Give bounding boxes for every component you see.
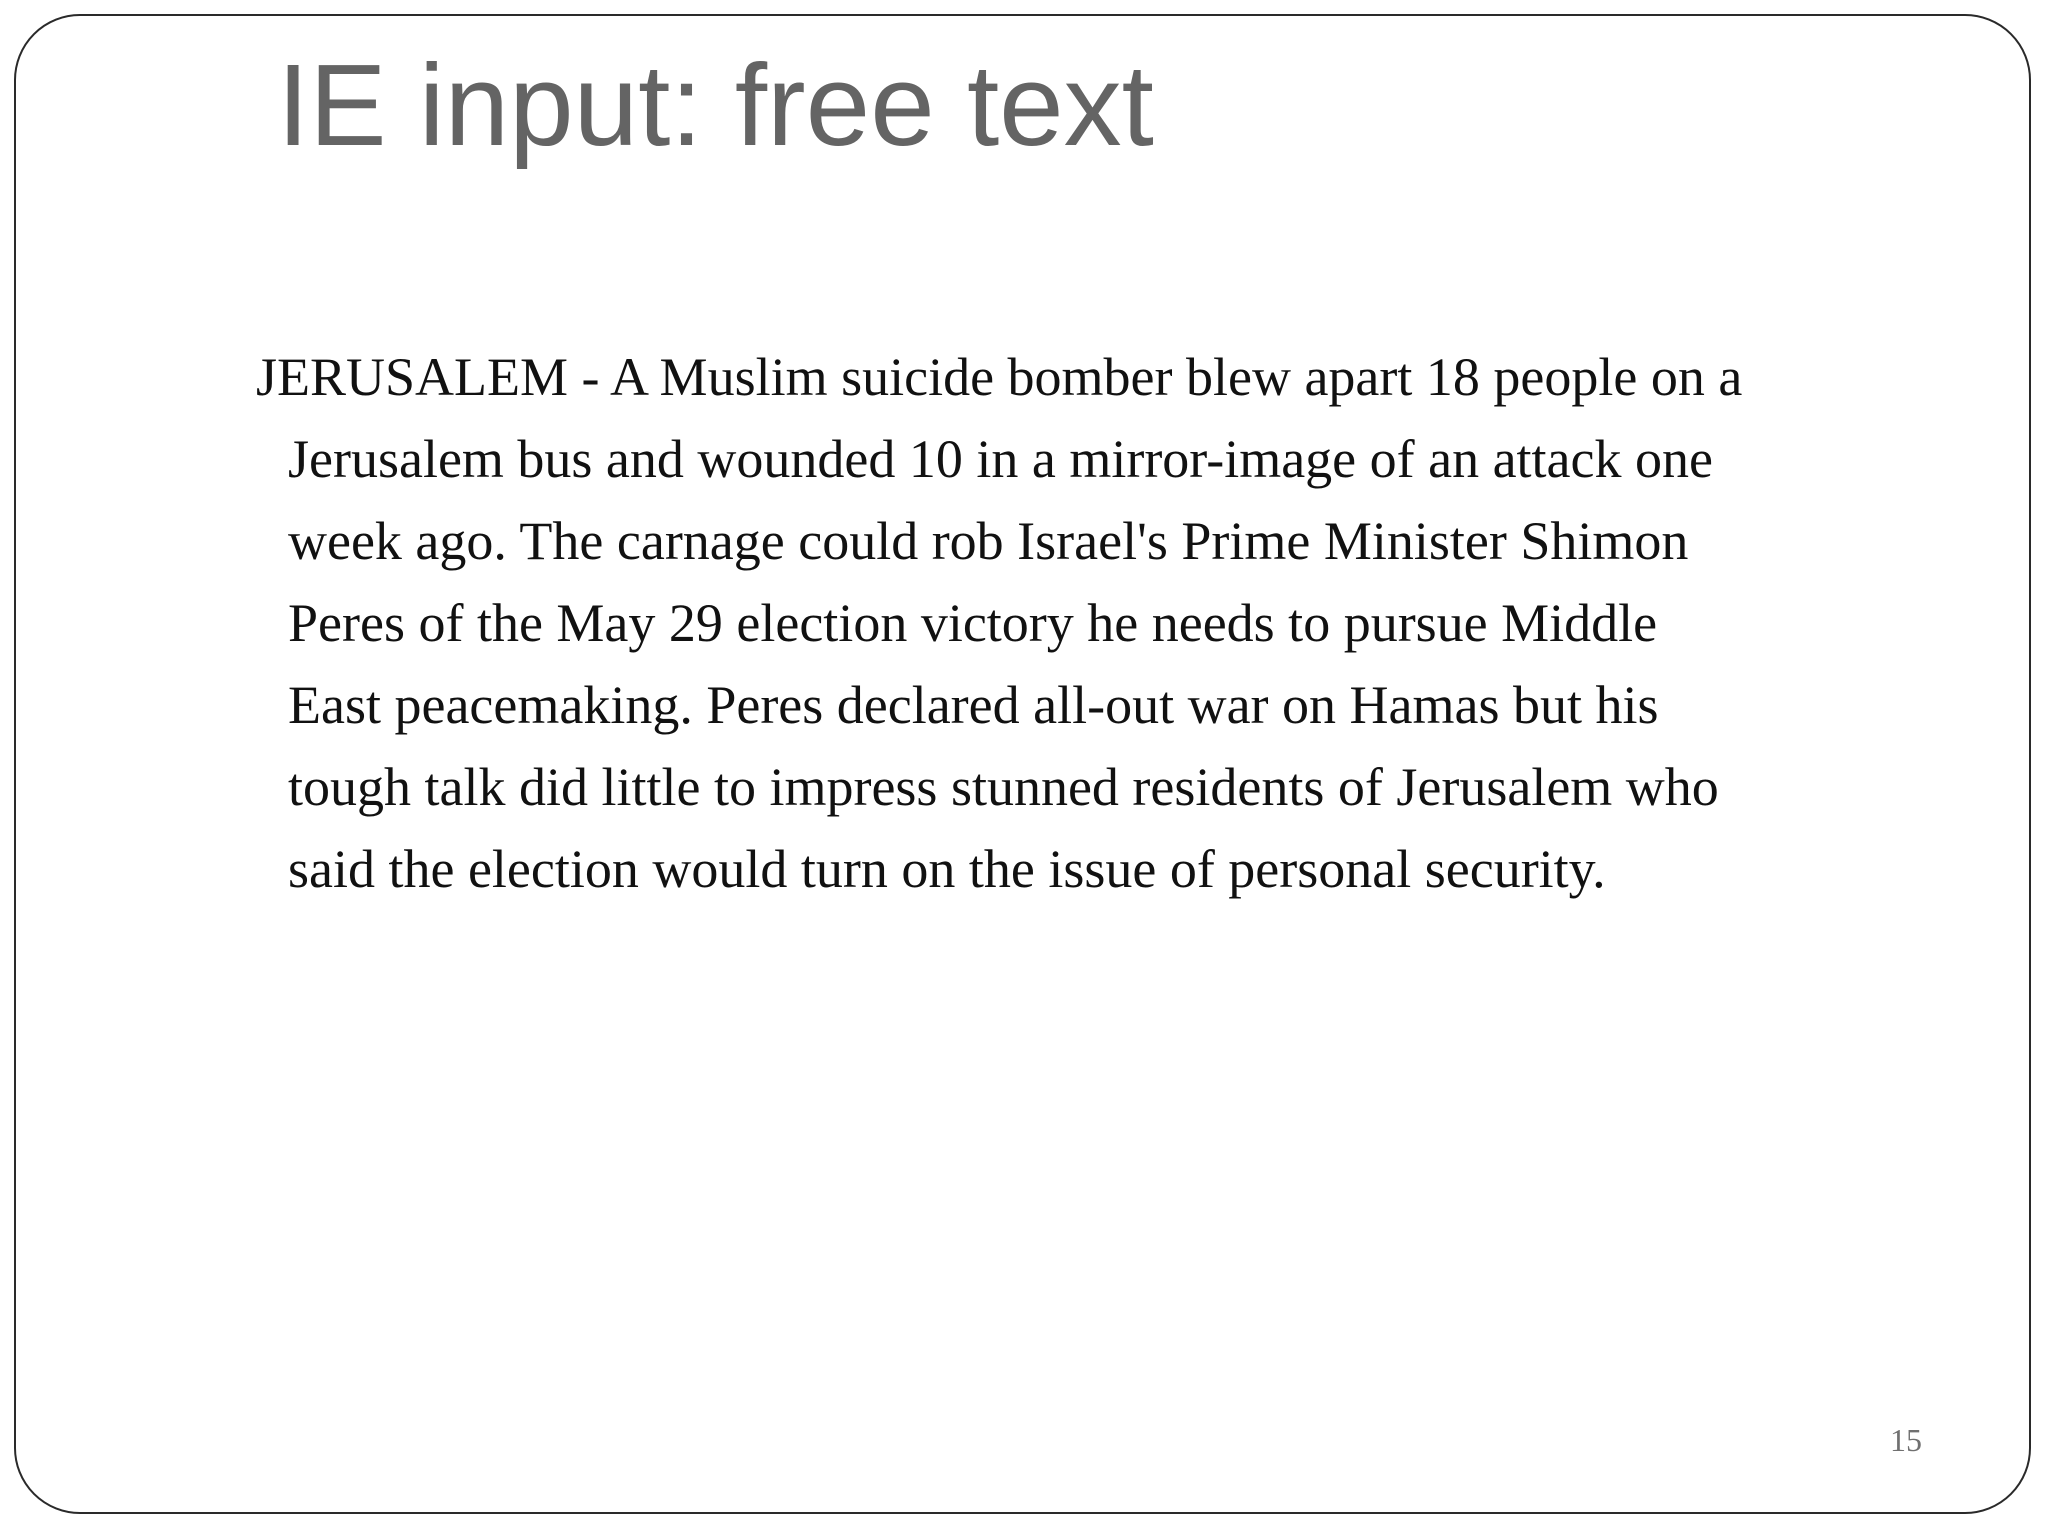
- body-paragraph: [256, 336, 1940, 910]
- body-line: tough talk did little to impress stunned residents of Jerusalem who: [288, 757, 1719, 817]
- body-line: said the election would turn on the issue of personal security.: [288, 839, 1606, 899]
- body-line: Peres of the May 29 election victory he needs to pursue Middle: [288, 593, 1658, 653]
- page-number: 15: [1890, 1422, 1922, 1458]
- slide-title: IE input: free text: [277, 40, 1154, 170]
- body-line: East peacemaking. Peres declared all-out war on Hamas but his: [288, 675, 1659, 735]
- body-line: week ago. The carnage could rob Israel's Prime Minister Shimon: [288, 511, 1689, 571]
- body-line: Jerusalem bus and wounded 10 in a mirror-image of an attack one: [288, 429, 1713, 489]
- body-line: JERUSALEM - A Muslim suicide bomber blew apart 18 people on a: [256, 347, 1743, 407]
